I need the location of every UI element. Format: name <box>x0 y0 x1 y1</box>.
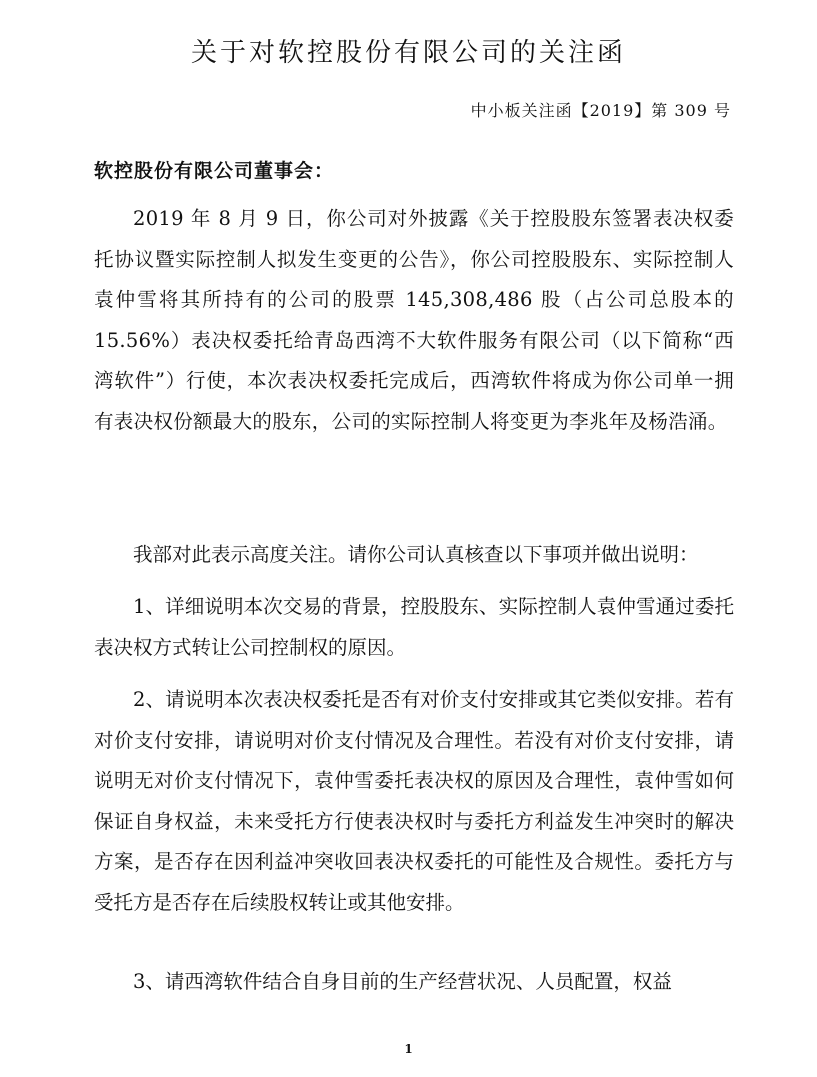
document-title: 关于对软控股份有限公司的关注函 <box>190 38 626 68</box>
paragraph-item-1: 1、详细说明本次交易的背景，控股股东、实际控制人袁仲雪通过委托表决权方式转让公司控制权的原因。 <box>94 595 734 659</box>
paragraph-concern: 我部对此表示高度关注。请你公司认真核查以下事项并做出说明： <box>133 543 699 566</box>
document-number: 中小板关注函【2019】第 309 号 <box>470 101 731 120</box>
paragraph-announcement: 2019 年 8 月 9 日，你公司对外披露《关于控股股东签署表决权委托协议暨实际控制人拟发生变更的公告》，你公司控股股东、实际控制人袁仲雪将其所持有的公司的股票 145,308,486 股（占公司总股本的 15.56%）表决权委托给青岛西湾不大软件服务有限公司（以下简称“西湾软件”）行使，本次表决权委托完成后，西湾软件将成为你公司单一拥有表决权份额最大的股东，公司的实际控制人将变更为李兆年及杨浩涌。 <box>94 207 734 433</box>
salutation: 软控股份有限公司董事会： <box>94 160 335 182</box>
page-number: 1 <box>404 1042 413 1056</box>
paragraph-item-2: 2、请说明本次表决权委托是否有对价支付安排或其它类似安排。若有对价支付安排，请说明对价支付情况及合理性。若没有对价支付安排，请说明无对价支付情况下，袁仲雪委托表决权的原因及合理性，袁仲雪如何保证自身权益，未来受托方行使表决权时与委托方利益发生冲突时的解决方案，是否存在因利益冲突收回表决权委托的可能性及合规性。委托方与受托方是否存在后续股权转让或其他安排。 <box>94 688 734 914</box>
paragraph-item-3: 3、请西湾软件结合自身目前的生产经营状况、人员配置，权益 <box>133 970 672 993</box>
